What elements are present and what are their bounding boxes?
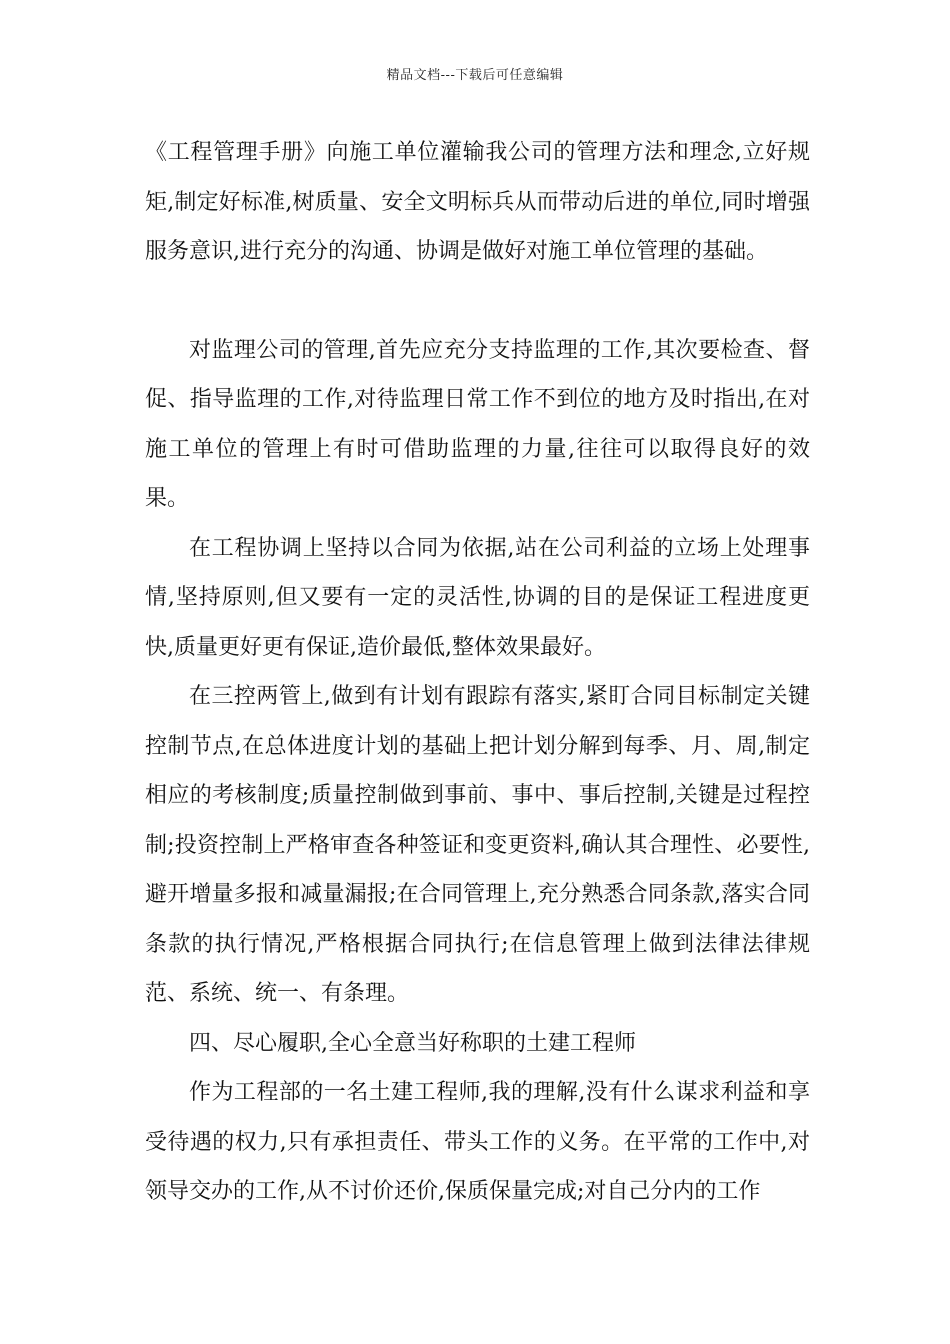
paragraph-3: 在工程协调上坚持以合同为依据,站在公司利益的立场上处理事情,坚持原则,但又要有一定的灵活性,协调的目的是保证工程进度更快,质量更好更有保证,造价最低,整体效果最好。 (145, 535, 810, 660)
document-body (145, 128, 810, 1217)
paragraph-5: 作为工程部的一名土建工程师,我的理解,没有什么谋求利益和享受待遇的权力,只有承担责任、带头工作的义务。在平常的工作中,对领导交办的工作,从不讨价还价,保质保量完成;对自己分内的工作 (145, 1080, 810, 1204)
paragraph-2: 对监理公司的管理,首先应充分支持监理的工作,其次要检查、督促、指导监理的工作,对待监理日常工作不到位的地方及时指出,在对施工单位的管理上有时可借助监理的力量,往往可以取得良好的效果。 (145, 337, 810, 511)
paragraph-gap (145, 277, 810, 326)
paragraph-1: 《工程管理手册》向施工单位灌输我公司的管理方法和理念,立好规矩,制定好标准,树质量、安全文明标兵从而带动后进的单位,同时增强服务意识,进行充分的沟通、协调是做好对施工单位管理的基础。 (145, 140, 810, 264)
section-heading: 四、尽心履职,全心全意当好称职的土建工程师 (189, 1030, 636, 1056)
page-header: 精品文档---下载后可任意编辑 (386, 68, 564, 83)
paragraph-4: 在三控两管上,做到有计划有跟踪有落实,紧盯合同目标制定关键控制节点,在总体进度计划的基础上把计划分解到每季、月、周,制定相应的考核制度;质量控制做到事前、事中、事后控制,关键是过程控制;投资控制上严格审查各种签证和变更资料,确认其合理性、必要性,避开增量多报和减量漏报;在合同管理上,充分熟悉合同条款,落实合同条款的执行情况,严格根据合同执行;在信息管理上做到法律法律规范、系统、统一、有条理。 (145, 684, 810, 1006)
